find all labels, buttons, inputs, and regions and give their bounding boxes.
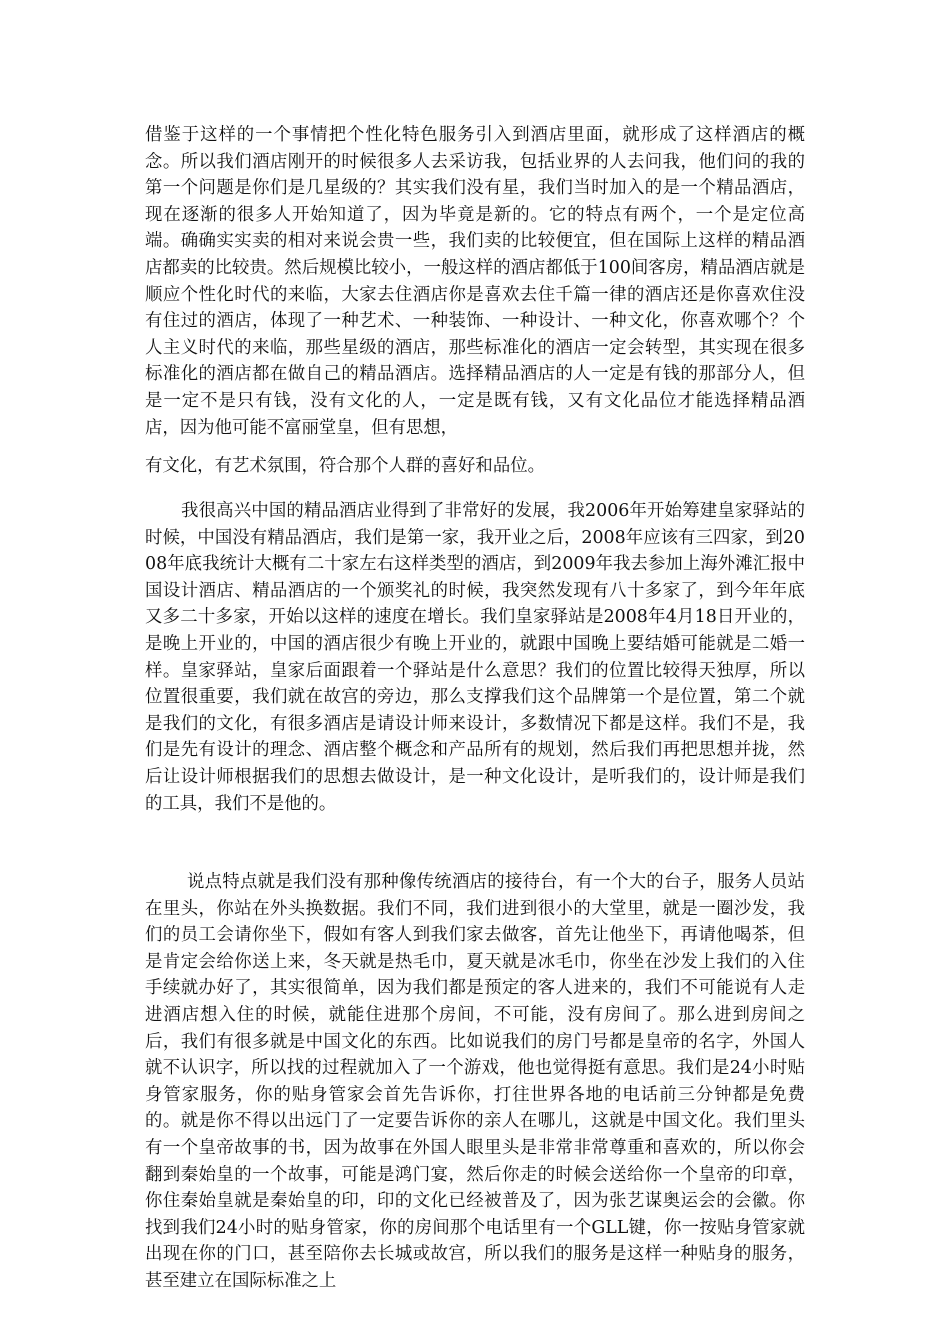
paragraph-3: 说点特点就是我们没有那种像传统酒店的接待台，有一个大的台子，服务人员站在里头，你站在外头换数据。我们不同，我们进到很小的大堂里，就是一圈沙发，我们的员工会请你坐下，假如有客人到我们家去做客，首先让他坐下，再请他喝茶，但是肯定会给你送上来，冬天就是热毛巾，夏天就是冰毛巾，你坐在沙发上我们的入住手续就办好了，其实很简单，因为我们都是预定的客人进来的，我们不可能说有人走进酒店想入住的时候，就能住进那个房间，不可能，没有房间了。那么进到房间之后，我们有很多就是中国文化的东西。比如说我们的房门号都是皇帝的名字，外国人就不认识字，所以找的过程就加入了一个游戏，他也觉得挺有意思。我们是24小时贴身管家服务，你的贴身管家会首先告诉你，打往世界各地的电话前三分钟都是免费的。就是你不得以出远门了一定要告诉你的亲人在哪儿，这就是中国文化。我们里头有一个皇帝故事的书，因为故事在外国人眼里头是非常非常尊重和喜欢的，所以你会翻到秦始皇的一个故事，可能是鸿门宴，然后你走的时候会送给你一个皇帝的印章，你住秦始皇就是秦始皇的印，印的文化已经被普及了，因为张艺谋奥运会的会徽。你找到我们24小时的贴身管家，你的房间那个电话里有一个GLL键，你一按贴身管家就出现在你的门口，甚至陪你去长城或故宫，所以我们的服务是这样一种贴身的服务，甚至建立在国际标准之上 <box>145 872 805 1291</box>
paragraph-2: 我很高兴中国的精品酒店业得到了非常好的发展，我2006年开始筹建皇家驿站的时候，中国没有精品酒店，我们是第一家，我开业之后，2008年应该有三四家，到2008年底我统计大概有二十家左右这样类型的酒店，到2009年我去参加上海外滩汇报中国设计酒店、精品酒店的一个颁奖礼的时候，我突然发现有八十多家了，到今年年底又多二十多家，开始以这样的速度在增长。我们皇家驿站是2008年4月18日开业的，是晚上开业的，中国的酒店很少有晚上开业的，就跟中国晚上要结婚可能就是二婚一样。皇家驿站，皇家后面跟着一个驿站是什么意思？我们的位置比较得天独厚，所以位置很重要，我们就在故宫的旁边，那么支撑我们这个品牌第一个是位置，第二个就是我们的文化，有很多酒店是请设计师来设计，多数情况下都是这样。我们不是，我们是先有设计的理念、酒店整个概念和产品所有的规划，然后我们再把思想并拢，然后让设计师根据我们的思想去做设计，是一种文化设计，是听我们的，设计师是我们的工具，我们不是他的。 <box>145 501 805 814</box>
paragraph-1-tail: 有文化，有艺术氛围，符合那个人群的喜好和品位。 <box>145 456 545 477</box>
paragraph-1 <box>145 122 805 480</box>
paragraph-1-text: 借鉴于这样的一个事情把个性化特色服务引入到酒店里面，就形成了这样酒店的概念。所以我们酒店刚开的时候很多人去采访我，包括业界的人去问我，他们问的我的第一个问题是你们是几星级的？其实我们没有星，我们当时加入的是一个精品酒店，现在逐渐的很多人开始知道了，因为毕竟是新的。它的特点有两个，一个是定位高端。确确实实卖的相对来说会贵一些，我们卖的比较便宜，但在国际上这样的精品酒店都卖的比较贵。然后规模比较小，一般这样的酒店都低于100间客房，精品酒店就是顺应个性化时代的来临，大家去住酒店你是喜欢去住千篇一律的酒店还是你喜欢住没有住过的酒店，体现了一种艺术、一种装饰、一种设计、一种文化，你喜欢哪个？个人主义时代的来临，那些星级的酒店，那些标准化的酒店一定会转型，其实现在很多标准化的酒店都在做自己的精品酒店。选择精品酒店的人一定是有钱的那部分人，但是一定不是只有钱，没有文化的人，一定是既有钱，又有文化品位才能选择精品酒店，因为他可能不富丽堂皇，但有思想， <box>145 125 805 438</box>
